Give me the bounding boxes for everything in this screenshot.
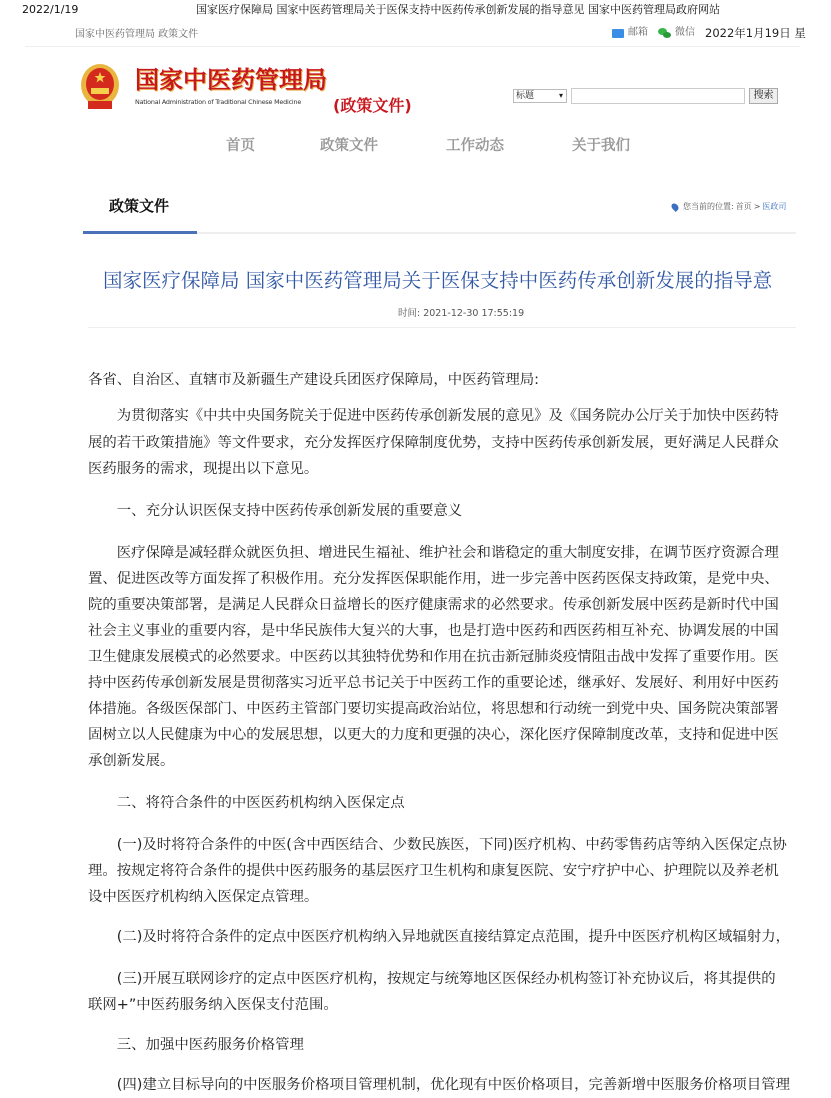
breadcrumb-current[interactable]: 医政司	[762, 202, 787, 211]
article-line: 联网+”中医药服务纳入医保支付范围。	[88, 997, 338, 1013]
mail-link[interactable]: 邮箱	[628, 27, 648, 38]
article-line: 为贯彻落实《中共中央国务院关于促进中医药传承创新发展的意见》及《国务院办公厅关于加快中医药特	[88, 408, 779, 424]
article-line: 理。按规定将符合条件的提供中医药服务的基层医疗卫生机构和康复医院、安宁疗护中心、护理院以及养老机	[88, 863, 779, 879]
article-line: 二、将符合条件的中医医药机构纳入医保定点	[88, 795, 405, 811]
article-line: 各省、自治区、直辖市及新疆生产建设兵团医疗保障局，中医药管理局:	[88, 372, 539, 388]
current-date: 2022年1月19日 星	[705, 26, 806, 40]
article-time: 时间: 2021-12-30 17:55:19	[398, 308, 525, 319]
article-line: 一、充分认识医保支持中医药传承创新发展的重要意义	[88, 503, 463, 519]
nav-about[interactable]: 关于我们	[572, 138, 630, 154]
article-line: 医药服务的需求，现提出以下意见。	[88, 461, 319, 477]
search-button[interactable]: 搜索	[749, 88, 778, 104]
logo-title[interactable]: 国家中医药管理局	[135, 66, 327, 94]
breadcrumb-home[interactable]: 首页	[735, 202, 752, 211]
article-line: 体措施。各级医保部门、中医药主管部门要切实提高政治站位，将思想和行动统一到党中央、国务院决策部署	[88, 701, 779, 717]
article-line: 设中医医疗机构纳入医保定点管理。	[88, 889, 319, 905]
article-line: (三)开展互联网诊疗的定点中医医疗机构，按规定与统筹地区医保经办机构签订补充协议后，将其提供的	[88, 971, 776, 987]
article-line: 固树立以人民健康为中心的发展思想，以更大的力度和更强的决心，深化医疗保障制度改革，支持和促进中医	[88, 727, 779, 743]
article-line: 展的若干政策措施》等文件要求，充分发挥医疗保障制度优势，支持中医药传承创新发展，更好满足人民群众	[88, 435, 779, 451]
article-line: 卫生健康发展模式的必然要求。中医药以其独特优势和作用在抗击新冠肺炎疫情阻击战中发挥了重要作用。医	[88, 649, 779, 665]
article-line: 医疗保障是减轻群众就医负担、增进民生福祉、维护社会和谐稳定的重大制度安排，在调节医疗资源合理	[88, 545, 779, 561]
search-select-value: 标题	[516, 91, 535, 101]
article-line: (一)及时将符合条件的中医(含中西医结合、少数民族医，下同)医疗机构、中药零售药店等纳入医保定点协	[88, 837, 787, 853]
article-line: 院的重要决策部署，是满足人民群众日益增长的医疗健康需求的必然要求。传承创新发展中医药是新时代中国	[88, 597, 779, 613]
breadcrumb-separator: >	[753, 202, 761, 211]
logo-subtitle-en: National Administration of Traditional Chinese Medicine	[135, 98, 302, 106]
section-title: 政策文件	[109, 197, 170, 215]
article-line: (四)建立目标导向的中医服务价格项目管理机制，优化现有中医价格项目，完善新增中医服务价格项目管理	[88, 1077, 790, 1093]
channel-name: (政策文件)	[333, 96, 412, 115]
chevron-down-icon: ▾	[558, 91, 563, 100]
article-body	[88, 0, 796, 1098]
article-title: 国家医疗保障局 国家中医药管理局关于医保支持中医药传承创新发展的指导意	[103, 269, 773, 292]
nav-policy[interactable]: 政策文件	[320, 138, 378, 154]
article-line: 三、加强中医药服务价格管理	[88, 1037, 304, 1053]
article-line: 承创新发展。	[88, 753, 175, 769]
print-date: 2022/1/19	[22, 3, 79, 16]
article-line: (二)及时将符合条件的定点中医医疗机构纳入异地就医直接结算定点范围，提升中医医疗机构区域辐射力，	[88, 929, 790, 945]
wechat-link[interactable]: 微信	[675, 27, 695, 38]
site-path: 国家中医药管理局 政策文件	[75, 29, 199, 40]
article-line: 置、促进医改等方面发挥了积极作用。充分发挥医保职能作用，进一步完善中医药医保支持政策，是党中央、	[88, 571, 779, 587]
nav-work[interactable]: 工作动态	[446, 138, 504, 154]
print-title: 国家医疗保障局 国家中医药管理局关于医保支持中医药传承创新发展的指导意见 国家中医药管理局政府网站	[196, 3, 720, 16]
nav-home[interactable]: 首页	[226, 138, 255, 154]
breadcrumb-label: 您当前的位置:	[683, 202, 734, 211]
article-line: 持中医药传承创新发展是贯彻落实习近平总书记关于中医药工作的重要论述，继承好、发展好、利用好中医药	[88, 675, 779, 691]
article-line: 社会主义事业的重要内容，是中华民族伟大复兴的大事，也是打造中医药和西医药相互补充、协调发展的中国	[88, 623, 779, 639]
